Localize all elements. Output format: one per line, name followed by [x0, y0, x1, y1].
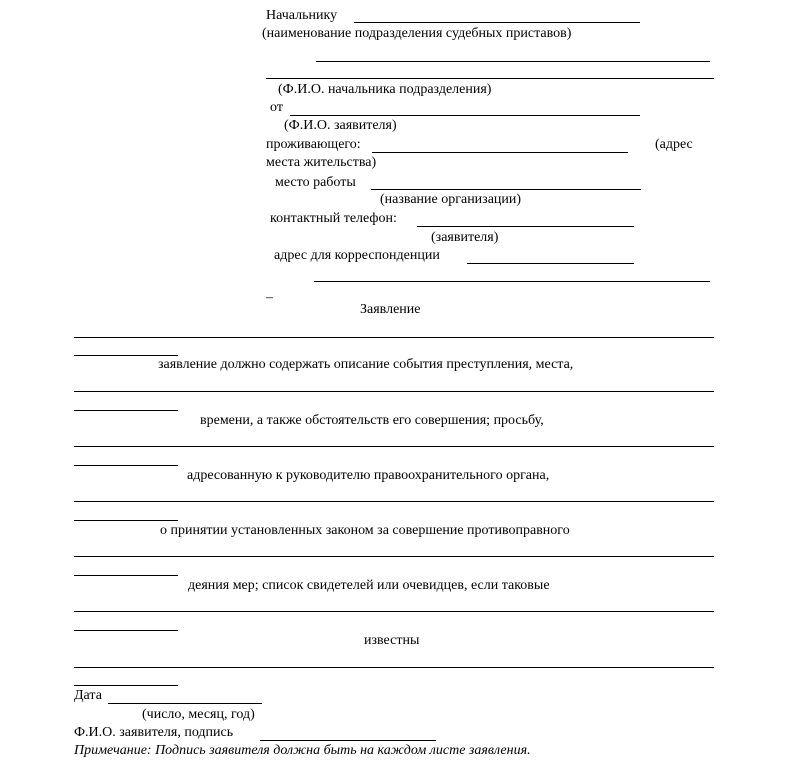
workplace-field[interactable] — [371, 189, 641, 190]
signature-field[interactable] — [260, 740, 436, 741]
organization-hint: (название организации) — [380, 192, 522, 207]
body-text-1: заявление должно содержать описание события преступления, места, — [158, 357, 574, 372]
date-label: Дата — [74, 688, 102, 703]
body-text-3: адресованную к руководителю правоохранительного органа, — [187, 468, 550, 483]
department-hint: (наименование подразделения судебных приставов) — [262, 26, 572, 41]
from-label: от — [270, 100, 283, 115]
body-line[interactable] — [74, 611, 714, 612]
dash-mark: – — [266, 290, 273, 305]
note-text: Примечание: Подпись заявителя должна быть на каждом листе заявления. — [74, 743, 531, 758]
body-text-6: известны — [364, 633, 420, 648]
document-title: Заявление — [360, 302, 421, 317]
department-field-line-2[interactable] — [316, 61, 710, 62]
address-hint-part-1: (адрес — [655, 137, 693, 152]
to-chief-label: Начальнику — [266, 8, 338, 23]
chief-fio-hint: (Ф.И.О. начальника подразделения) — [278, 82, 492, 97]
address-hint-part-2: места жительства) — [266, 155, 377, 170]
body-line[interactable] — [74, 667, 714, 668]
body-line-short[interactable] — [74, 410, 178, 411]
correspondence-address-field-line-2[interactable] — [314, 281, 710, 282]
phone-label: контактный телефон: — [270, 211, 397, 226]
signature-label: Ф.И.О. заявителя, подпись — [74, 725, 234, 740]
workplace-label: место работы — [275, 175, 356, 190]
correspondence-address-label: адрес для корреспонденции — [274, 248, 440, 263]
body-line-short[interactable] — [74, 520, 178, 521]
body-line-short[interactable] — [74, 685, 178, 686]
date-field[interactable] — [108, 703, 262, 704]
correspondence-address-field[interactable] — [467, 263, 634, 264]
body-line[interactable] — [74, 391, 714, 392]
applicant-fio-field[interactable] — [290, 115, 640, 116]
body-text-5: деяния мер; список свидетелей или очевидцев, если таковые — [188, 578, 550, 593]
body-line[interactable] — [74, 501, 714, 502]
applicant-fio-hint: (Ф.И.О. заявителя) — [284, 118, 397, 133]
body-line[interactable] — [74, 556, 714, 557]
phone-hint: (заявителя) — [431, 230, 499, 245]
body-line[interactable] — [74, 446, 714, 447]
residence-field[interactable] — [372, 152, 628, 153]
body-line-short[interactable] — [74, 630, 178, 631]
residing-label: проживающего: — [266, 137, 361, 152]
body-line[interactable] — [74, 337, 714, 338]
body-text-2: времени, а также обстоятельств его совершения; просьбу, — [200, 413, 544, 428]
department-field[interactable] — [354, 22, 640, 23]
body-text-4: о принятии установленных законом за совершение противоправного — [160, 523, 570, 538]
body-line-short[interactable] — [74, 575, 178, 576]
chief-fio-field[interactable] — [266, 78, 714, 79]
body-line-short[interactable] — [74, 465, 178, 466]
body-line-short[interactable] — [74, 355, 178, 356]
date-hint: (число, месяц, год) — [142, 707, 255, 722]
phone-field[interactable] — [417, 226, 634, 227]
